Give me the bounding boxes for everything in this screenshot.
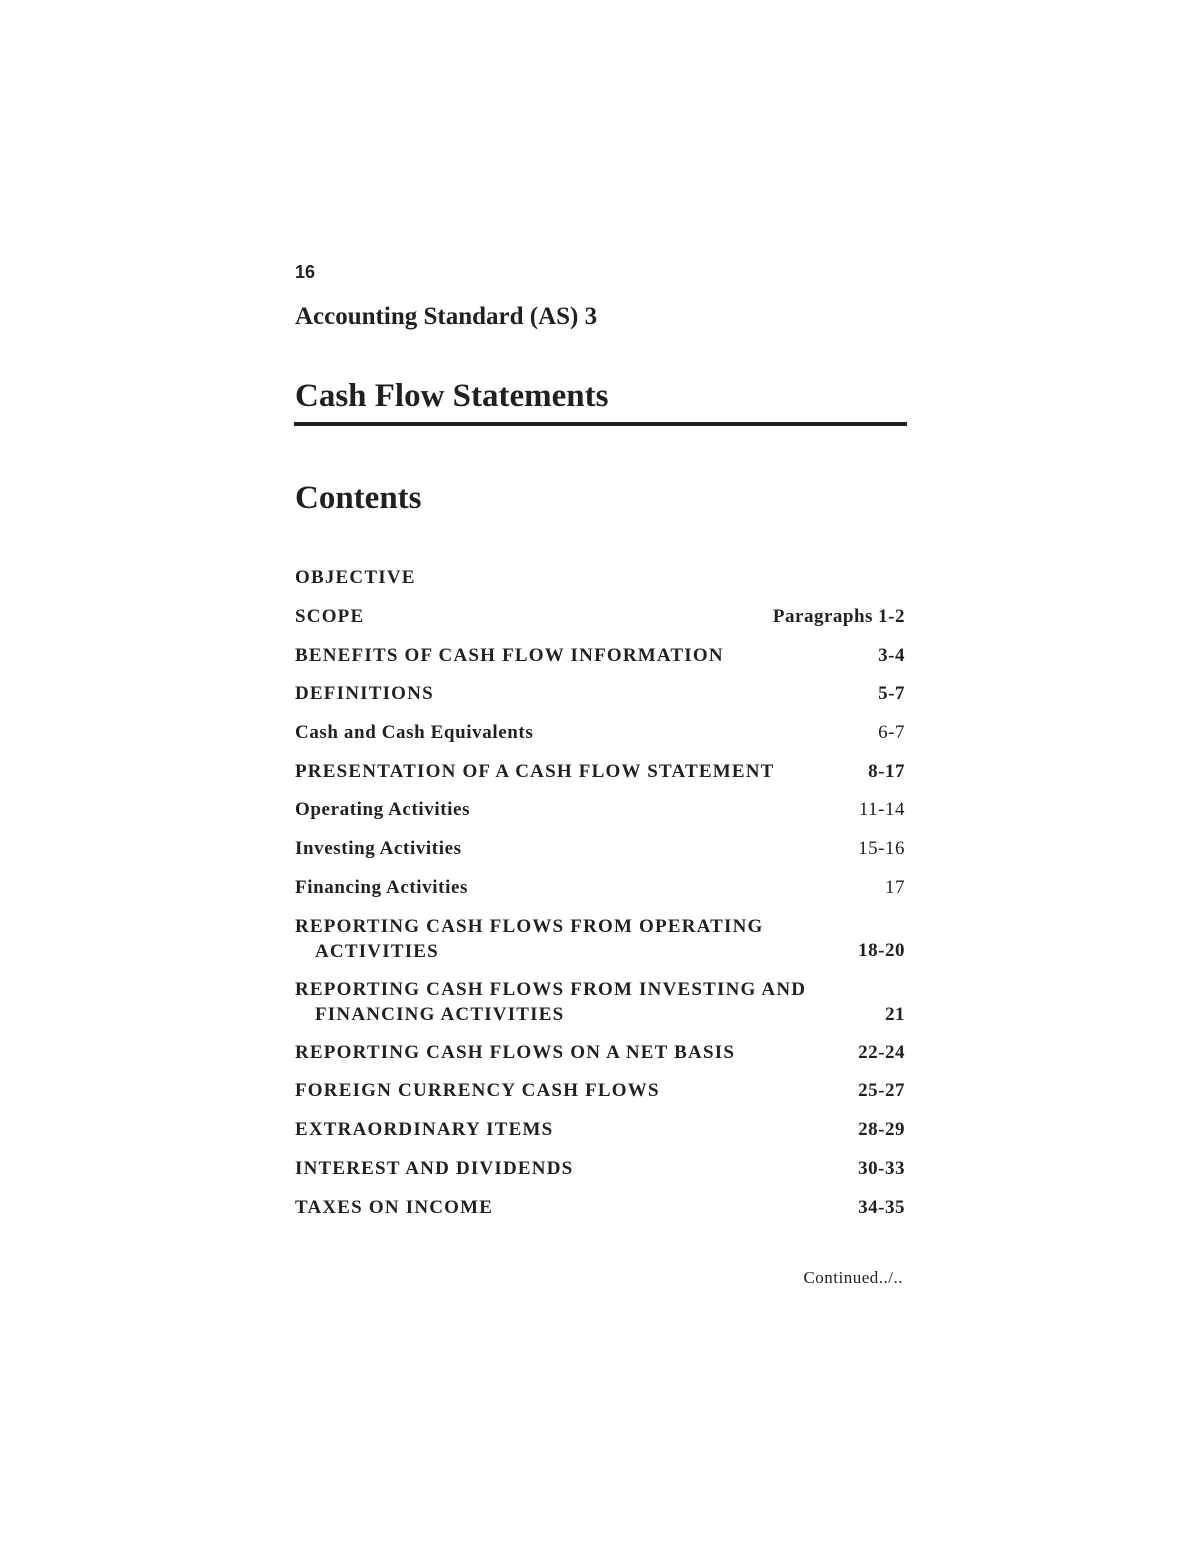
- document-page: [295, 0, 907, 1553]
- toc-row-label: [295, 914, 764, 964]
- toc-row-label: Cash and Cash Equivalents: [295, 722, 534, 743]
- toc-row-label: PRESENTATION OF A CASH FLOW STATEMENT: [295, 761, 775, 782]
- toc-row-label: Financing Activities: [295, 877, 468, 898]
- toc-row-label: REPORTING CASH FLOWS ON A NET BASIS: [295, 1042, 736, 1063]
- toc-row-reporting-operating[interactable]: [295, 914, 905, 964]
- toc-row-ref: 15-16: [858, 838, 905, 859]
- toc-row-label-line2: FINANCING ACTIVITIES: [315, 1004, 565, 1025]
- toc-row-label-line2: ACTIVITIES: [315, 941, 439, 962]
- title-underline-rule: [294, 422, 907, 426]
- toc-row-label: BENEFITS OF CASH FLOW INFORMATION: [295, 645, 724, 666]
- toc-row-ref: Paragraphs 1-2: [772, 606, 905, 627]
- toc-row-label: [295, 977, 806, 1027]
- toc-row-label: FOREIGN CURRENCY CASH FLOWS: [295, 1080, 660, 1101]
- toc-row-label: DEFINITIONS: [295, 683, 434, 704]
- toc-row-ref: 11-14: [858, 799, 905, 820]
- toc-row-label: INTEREST AND DIVIDENDS: [295, 1158, 574, 1179]
- continued-note: Continued../..: [803, 1268, 903, 1287]
- toc-row-ref: 30-33: [858, 1158, 905, 1179]
- toc-row-ref: 34-35: [858, 1197, 905, 1218]
- toc-row-label: TAXES ON INCOME: [295, 1197, 494, 1218]
- toc-row-label: EXTRAORDINARY ITEMS: [295, 1119, 554, 1140]
- toc-row-label: Operating Activities: [295, 799, 471, 820]
- toc-row-ref: 18-20: [858, 940, 905, 961]
- toc-row-label: OBJECTIVE: [295, 567, 416, 588]
- toc-row-label: Investing Activities: [295, 838, 462, 859]
- toc-row-ref: 3-4: [878, 645, 905, 666]
- page-number: 16: [295, 262, 316, 282]
- toc-row-ref: 17: [885, 877, 905, 898]
- toc-row-reporting-investing[interactable]: [295, 977, 905, 1027]
- toc-row-label-line1: REPORTING CASH FLOWS FROM OPERATING: [295, 916, 764, 937]
- toc-row-ref: 28-29: [858, 1119, 905, 1140]
- toc-row-ref: 8-17: [868, 761, 905, 782]
- toc-row-ref: 25-27: [858, 1080, 905, 1101]
- toc-row-label-line1: REPORTING CASH FLOWS FROM INVESTING AND: [295, 979, 807, 1000]
- toc-row-ref: 5-7: [878, 683, 905, 704]
- toc-row-ref: 21: [885, 1004, 905, 1025]
- toc-row-label: SCOPE: [295, 606, 365, 627]
- standard-label: Accounting Standard (AS) 3: [295, 303, 598, 330]
- page-title: Cash Flow Statements: [295, 378, 609, 414]
- toc-row-ref: 22-24: [858, 1042, 905, 1063]
- contents-heading: Contents: [295, 480, 422, 516]
- toc-row-ref: 6-7: [878, 722, 905, 743]
